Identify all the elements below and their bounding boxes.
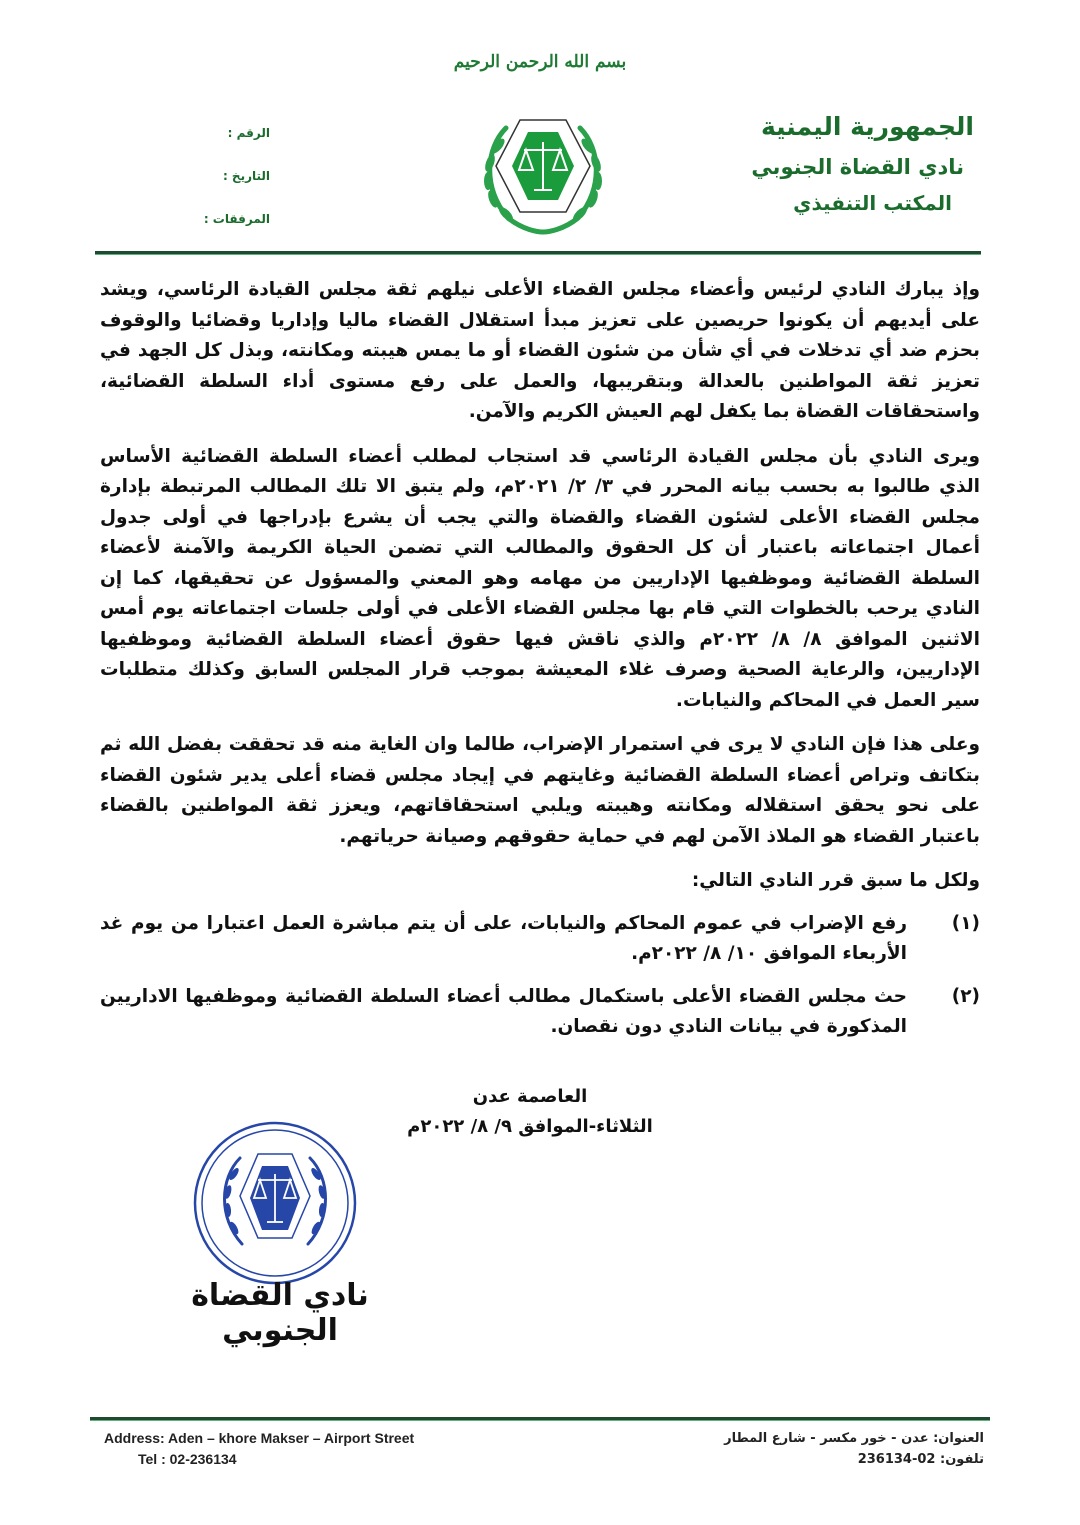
letterhead-org-block — [714, 112, 974, 215]
reference-fields — [200, 126, 270, 255]
date-label: التاريخ : — [222, 169, 270, 183]
letter-body — [100, 275, 980, 1055]
tel-en: Tel : 02-236134 — [138, 1451, 237, 1467]
number-label: الرقم : — [227, 126, 270, 140]
decision-item — [100, 909, 980, 970]
paragraph: وعلى هذا فإن النادي لا يرى في استمرار الإضراب، طالما وان الغاية منه قد تحققت بفضل الله ثم بتكاتف وتراص أعضاء السلطة القضائية وغايتهم في إيجاد مجلس قضاء أعلى يدير شئون القضاء على نحو يحقق استقلاله ومكانته وهيبته ويلبي استحقاقاتهم، ويعزز ثقة المواطنين بالقضاء باعتبار القضاء هو الملاذ الآمن لهم في حماية حقوقهم وصيانة حرياتهم. — [100, 734, 980, 847]
address-ar: العنوان: عدن - خور مكسر - شارع المطار — [724, 1431, 984, 1446]
country-name: الجمهورية اليمنية — [760, 112, 974, 141]
place-and-date — [400, 1082, 660, 1142]
decision-intro: ولكل ما سبق قرر النادي التالي: — [691, 870, 980, 891]
header-divider — [95, 251, 981, 255]
attachments-label: المرفقات : — [203, 212, 270, 226]
footer-english — [104, 1428, 414, 1470]
decision-number: (١) — [951, 912, 980, 934]
club-seal-stamp-icon — [190, 1118, 360, 1288]
decision-item — [100, 982, 980, 1043]
basmala: بسم الله الرحمن الرحيم — [453, 52, 627, 72]
office-name: المكتب التنفيذي — [793, 191, 952, 215]
footer-arabic — [724, 1428, 984, 1470]
signatory-name: نادي القضاة الجنوبي — [191, 1278, 369, 1348]
scales-of-justice-emblem-icon — [468, 108, 618, 238]
address-en: Address: Aden – khore Makser – Airport Street — [104, 1430, 415, 1446]
decision-number: (٢) — [951, 985, 980, 1007]
paragraph: وإذ يبارك النادي لرئيس وأعضاء مجلس القضاء الأعلى نيلهم ثقة مجلس القيادة الرئاسي، ويشد على أيديهم أن يكونوا حريصين على تعزيز مبدأ استقلال القضاء ماليا وإداريا وقضائيا والوقوف بحزم ضد أي تدخلات في أي شأن من شئون القضاء أو ما يمس هيبته ومكانته، وبذل كل الجهد في تعزيز ثقة المواطنين بالعدالة وبتقريبها، والعمل على رفع مستوى أداء السلطة القضائية، واستحقاقات القضاة بما يكفل لهم العيش الكريم والآمن. — [100, 279, 980, 422]
decision-text: رفع الإضراب في عموم المحاكم والنيابات، على أن يتم مباشرة العمل اعتبارا من يوم غد الأربعاء الموافق ١٠/ ٨/ ٢٠٢٢م. — [100, 912, 907, 964]
paragraph: ويرى النادي بأن مجلس القيادة الرئاسي قد استجاب لمطلب أعضاء السلطة القضائية الأساس الذي طالبوا به بحسب بيانه المحرر في ٣/ ٢/ ٢٠٢١م، ولم يتبق الا تلك المطالب المرتبطة بإدارة مجلس القضاء الأعلى لشئون القضاء والقضاة والتي يجب أن يشرع بإدراجها في أولى جدول أعمال اجتماعاته باعتبار أن كل الحقوق والمطالب التي تضمن الحياة الكريمة والآمنة لأعضاء السلطة القضائية وموظفيها الإداريين من مهامه وهو المعني والمسؤول عن تحقيقها، كما إن النادي يرحب بالخطوات التي قام بها مجلس القضاء الأعلى في أولى جلسات اجتماعاته يوم أمس الاثنين الموافق ٨/ ٨/ ٢٠٢٢م والذي ناقش فيها حقوق أعضاء السلطة القضائية وموظفيها الإداريين، والرعاية الصحية وصرف غلاء المعيشة بموجب قرار المجلس السابق وكذلك متطلبات سير العمل في المحاكم والنيابات. — [100, 445, 981, 711]
decision-text: حث مجلس القضاء الأعلى باستكمال مطالب أعضاء السلطة القضائية وموظفيها الاداريين المذكورة في بيانات النادي دون نقصان. — [100, 985, 907, 1037]
issue-date: الثلاثاء-الموافق ٩/ ٨/ ٢٠٢٢م — [407, 1116, 653, 1137]
place: العاصمة عدن — [472, 1086, 588, 1107]
organization-name: نادي القضاة الجنوبي — [751, 155, 964, 179]
tel-ar: تلفون: 02-236134 — [857, 1452, 984, 1467]
footer-divider — [90, 1417, 990, 1421]
